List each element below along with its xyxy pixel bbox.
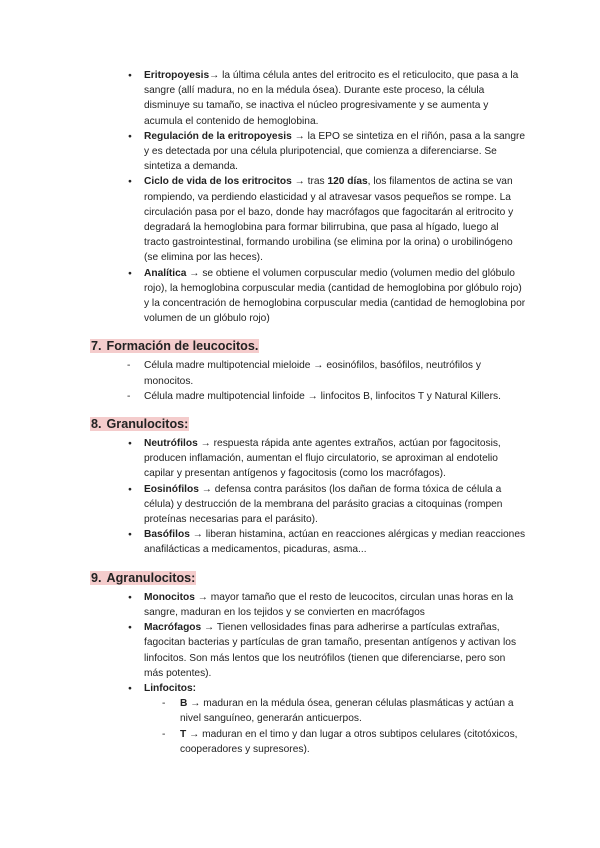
text-eritropoyesis: → la última célula antes del eritrocito es el reticulocito, que pasa a la sangre (allí madura, no en la médula ósea). Durante este proceso, la célula disminuye su tamaño, se inactiva el núcleo progresivamente y se aumenta y acumula el contenido de hemoglobina. [144, 70, 519, 127]
text-basofilos: → liberan histamina, actúan en reacciones alérgicas y median reacciones anafilácticas a medicamentos, picaduras, asma... [144, 529, 526, 556]
list-item-eritropoyesis [0, 68, 600, 129]
text-regulacion: → la EPO se sintetiza en el riñón, pasa a la sangre y es detectada por una célula pluripotencial, que comienza a diferenciarse. Se sintetiza a demanda. [144, 130, 526, 173]
lymphocyte-sub-list [144, 696, 526, 757]
section-title-8: Granulocitos: [106, 417, 189, 432]
term-eosinofilos: Eosinófilos [144, 483, 199, 495]
section-heading-7 [0, 338, 600, 355]
section-number-7: 7. [91, 339, 102, 354]
document-content [0, 68, 600, 757]
heading-highlight-9 [90, 571, 196, 585]
list-item-linfocitos-t [0, 727, 526, 757]
term-120-dias: 120 días [327, 176, 368, 188]
list-item-linfocitos [0, 681, 600, 757]
term-linfocitos-t: T [180, 728, 187, 740]
text-linfocitos-t: → maduran en el timo y dan lugar a otros subtipos celulares (citotóxicos, cooperadores y supresores). [180, 728, 518, 755]
list-item-monocitos [0, 590, 600, 620]
term-linfocitos-b: B [180, 698, 188, 710]
section-heading-8 [0, 416, 600, 433]
list-item-linfoide: - Célula madre multipotencial linfoide → linfocitos B, linfocitos T y Natural Killers. [0, 389, 600, 404]
term-monocitos: Monocitos [144, 591, 195, 603]
list-item-neutrofilos [0, 436, 600, 482]
heading-highlight-8 [90, 417, 189, 431]
text-ciclo-vida: , los filamentos de actina se van rompiendo, va perdiendo elasticidad y al atravesar vasos pequeños se rompe. La circulación pasa por el bazo, donde hay macrófagos que fagocitarán al eritrocito y degradará la hemoglobina para formar bilirrubina, que pasa al hígado, luego al tracto gastrointestinal, formando urobilina (se elimina por la orina) o urobilinógeno (se elimina por las heces). [144, 176, 514, 264]
list-item-eosinofilos [0, 482, 600, 528]
list-item-macrofagos [0, 620, 600, 681]
text-ciclo-vida-prefix: → tras [291, 176, 328, 188]
leukocyte-formation-list [0, 358, 600, 404]
section-heading-9 [0, 570, 600, 587]
erythrocyte-bullet-list [0, 68, 600, 326]
list-item-ciclo-vida [0, 174, 600, 265]
term-neutrofilos: Neutrófilos [144, 438, 198, 450]
term-regulacion: Regulación de la eritropoyesis [144, 130, 292, 142]
list-item-analitica [0, 266, 600, 327]
granulocyte-bullet-list [0, 436, 600, 558]
term-basofilos: Basófilos [144, 529, 190, 541]
text-monocitos: → mayor tamaño que el resto de leucocitos, circulan unas horas en la sangre, maduran en los tejidos y se convierten en macrófagos [144, 591, 514, 618]
agranulocyte-bullet-list [0, 590, 600, 757]
term-linfocitos: Linfocitos: [144, 682, 197, 694]
list-item-mieloide: - Célula madre multipotencial mieloide → eosinófilos, basófilos, neutrófilos y monocitos. [0, 358, 600, 388]
text-neutrofilos: → respuesta rápida ante agentes extraños, actúan por fagocitosis, producen inflamación, aumentan el flujo circulatorio, se aproximan al endotelio capilar y presentan antígenos y fagocitosis (como los macrófagos). [144, 438, 501, 480]
text-analitica: → se obtiene el volumen corpuscular medio (volumen medio del glóbulo rojo), la hemoglobina corpuscular media (cantidad de hemoglobina por glóbulo rojo) y la concentración de hemoglobina corpuscular media (cantidad de hemoglobina por volumen de un glóbulo rojo) [144, 267, 526, 325]
list-item-basofilos [0, 527, 600, 557]
text-macrofagos: → Tienen vellosidades finas para adherirse a partículas extrañas, fagocitan bacterias y partículas de gran tamaño, presentan antígenos y activan los linfocitos. Son más lentos que los neutrófilos (tienen que diferenciarse, pero son más potentes). [144, 622, 517, 679]
section-title-9: Agranulocitos: [106, 570, 196, 585]
section-number-9: 9. [91, 570, 102, 585]
term-eritropoyesis: Eritropoyesis [144, 70, 210, 81]
list-item-regulacion [0, 129, 600, 175]
term-ciclo-vida: Ciclo de vida de los eritrocitos [144, 176, 292, 188]
list-item-linfocitos-b [0, 696, 526, 726]
heading-highlight-7 [90, 339, 259, 353]
term-macrofagos: Macrófagos [144, 622, 202, 634]
section-title-7: Formación de leucocitos. [106, 339, 259, 354]
term-analitica: Analítica [144, 267, 187, 279]
text-linfocitos-b: → maduran en la médula ósea, generan células plasmáticas y actúan a nivel sanguíneo, generarán anticuerpos. [180, 698, 514, 725]
section-number-8: 8. [91, 417, 102, 432]
text-eosinofilos: → defensa contra parásitos (los dañan de forma tóxica de célula a célula) y destrucción de la membrana del parásito gracias a citoquinas (rompen proteínas necesarias para el parásito). [144, 483, 503, 526]
